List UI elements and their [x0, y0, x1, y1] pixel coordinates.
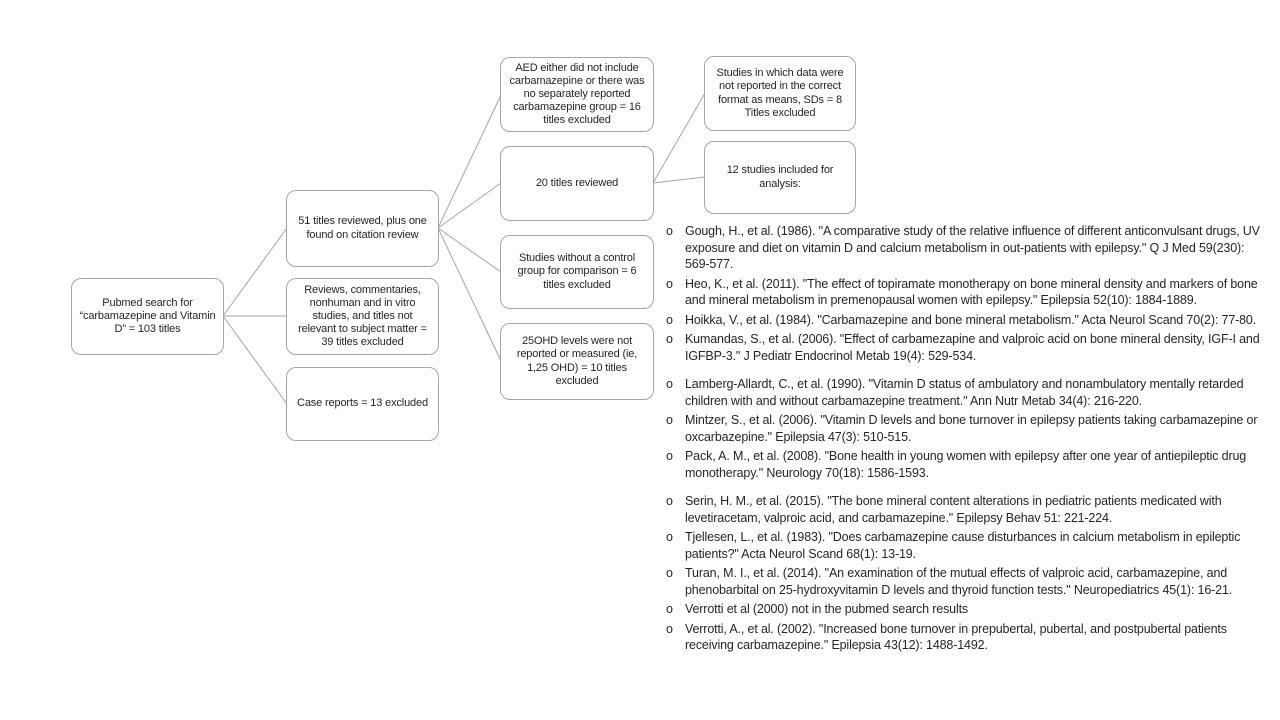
bullet-icon: o [666, 602, 673, 616]
citation-item [666, 621, 1272, 654]
connector-line [653, 93, 705, 183]
citation-text: Turan, M. I., et al. (2014). "An examination of the mutual effects of valproic acid, carbamazepine, and phenobarbital on 25-hydroxyvitamin D levels and thyroid function tests." Neuropediatrics 45(1): 16-21. [685, 566, 1233, 597]
flow-box-case-reports-excluded-label: Case reports = 13 excluded [297, 397, 428, 410]
connector-line [223, 316, 287, 404]
citation-item [666, 276, 1272, 309]
citation-list [666, 223, 1272, 657]
flow-box-aed-excluded [500, 57, 654, 132]
bullet-icon: o [666, 566, 673, 580]
citation-text: Pack, A. M., et al. (2008). "Bone health in young women with epilepsy after one year of antiepileptic drug monotherapy." Neurology 70(18): 1586-1593. [685, 449, 1247, 480]
bullet-icon: o [666, 413, 673, 427]
citation-text: Gough, H., et al. (1986). "A comparative study of the relative influence of different anticonvulsant drugs, UV exposure and diet on vitamin D and calcium metabolism in out-patients with epilepsy." Q J Med 59(230): 569-577. [685, 224, 1260, 271]
flow-box-no-control-group-excluded-label: Studies without a control group for comparison = 6 titles excluded [517, 252, 637, 291]
citation-text: Hoikka, V., et al. (1984). "Carbamazepine and bone mineral metabolism." Acta Neurol Scand 70(2): 77-80. [685, 312, 1257, 327]
flow-box-25ohd-excluded-label: 25OHD levels were not reported or measured (ie, 1,25 OHD) = 10 titles excluded [516, 335, 638, 387]
bullet-icon: o [666, 621, 673, 636]
citation-item [666, 493, 1272, 526]
citation-text: Heo, K., et al. (2011). "The effect of topiramate monotherapy on bone mineral density and markers of bone and mineral metabolism in premenopausal women with epilepsy." Epilepsia 52(10): 1884-1889. [685, 276, 1258, 307]
citation-text: Verrotti et al (2000) not in the pubmed search results [685, 602, 969, 616]
flow-box-12-studies-included-label: 12 studies included for analysis: [726, 164, 834, 190]
bullet-icon: o [666, 312, 673, 327]
flow-box-no-control-group-excluded [500, 235, 654, 309]
flow-box-reviews-excluded [286, 278, 439, 355]
citation-text: Lamberg-Allardt, C., et al. (1990). "Vitamin D status of ambulatory and nonambulatory mentally retarded children with and without carbamazepine treatment." Ann Nutr Metab 34(4): 216-220. [685, 377, 1244, 408]
flow-box-25ohd-excluded [500, 323, 654, 400]
citation-text: Kumandas, S., et al. (2006). "Effect of carbamezapine and valproic acid on bone mineral density, IGF-I and IGFBP-3." J Pediatr Endocrinol Metab 19(4): 529-534. [685, 332, 1260, 363]
connector-line [438, 228, 501, 361]
citation-item [666, 331, 1272, 364]
connector-line [653, 177, 705, 183]
citation-item [666, 223, 1272, 273]
flow-box-case-reports-excluded [286, 367, 439, 441]
bullet-icon: o [666, 449, 673, 463]
connector-line [438, 95, 501, 228]
connector-line [438, 228, 501, 272]
citation-text: Tjellesen, L., et al. (1983). "Does carbamazepine cause disturbances in calcium metabolism in epileptic patients?" Acta Neurol Scand 68(1): 13-19. [685, 530, 1241, 561]
citation-item [666, 376, 1272, 409]
citation-item [666, 565, 1272, 598]
citation-text: Verrotti, A., et al. (2002). "Increased bone turnover in prepubertal, pubertal, and postpubertal patients receiving carbamazepine." Epilepsia 43(12): 1488-1492. [685, 621, 1227, 652]
connector-line [223, 228, 287, 316]
citation-item [666, 412, 1272, 445]
bullet-icon: o [666, 332, 673, 346]
flow-box-51-titles-reviewed-label: 51 titles reviewed, plus one found on citation review [298, 215, 427, 241]
flow-box-incorrect-format-excluded-label: Studies in which data were not reported in the correct format as means, SDs = 8 Titles excluded [716, 67, 844, 119]
citation-item [666, 312, 1272, 329]
bullet-icon: o [666, 377, 673, 391]
bullet-icon: o [666, 276, 673, 291]
citation-item [666, 601, 1272, 618]
citation-item [666, 448, 1272, 481]
flow-box-reviews-excluded-label: Reviews, commentaries, nonhuman and in vitro studies, and titles not relevant to subject matter = 39 titles excluded [298, 283, 427, 349]
citation-item [666, 529, 1272, 562]
bullet-icon: o [666, 494, 673, 508]
bullet-icon: o [666, 224, 673, 238]
bullet-icon: o [666, 530, 673, 544]
flow-box-pubmed-search-label: Pubmed search for “carbamazepine and Vitamin D” = 103 titles [79, 296, 216, 336]
citation-text: Serin, H. M., et al. (2015). "The bone mineral content alterations in pediatric patients medicated with levetiracetam, valproic acid, and carbamazepine." Epilepsy Behav 51: 221-224. [685, 494, 1222, 525]
flow-box-aed-excluded-label: AED either did not include carbamazepine or there was no separately reported carbamazepine group = 16 titles excluded [509, 61, 645, 127]
flow-box-incorrect-format-excluded [704, 56, 856, 131]
flow-box-51-titles-reviewed [286, 190, 439, 267]
flow-box-20-titles-reviewed-label: 20 titles reviewed [535, 176, 619, 189]
connector-line [438, 183, 501, 228]
flow-box-12-studies-included [704, 141, 856, 214]
flow-box-20-titles-reviewed [500, 146, 654, 221]
citation-text: Mintzer, S., et al. (2006). "Vitamin D levels and bone turnover in epilepsy patients taking carbamazepine or oxcarbazepine." Epilepsia 47(3): 510-515. [685, 413, 1258, 444]
flow-box-pubmed-search [71, 278, 224, 355]
